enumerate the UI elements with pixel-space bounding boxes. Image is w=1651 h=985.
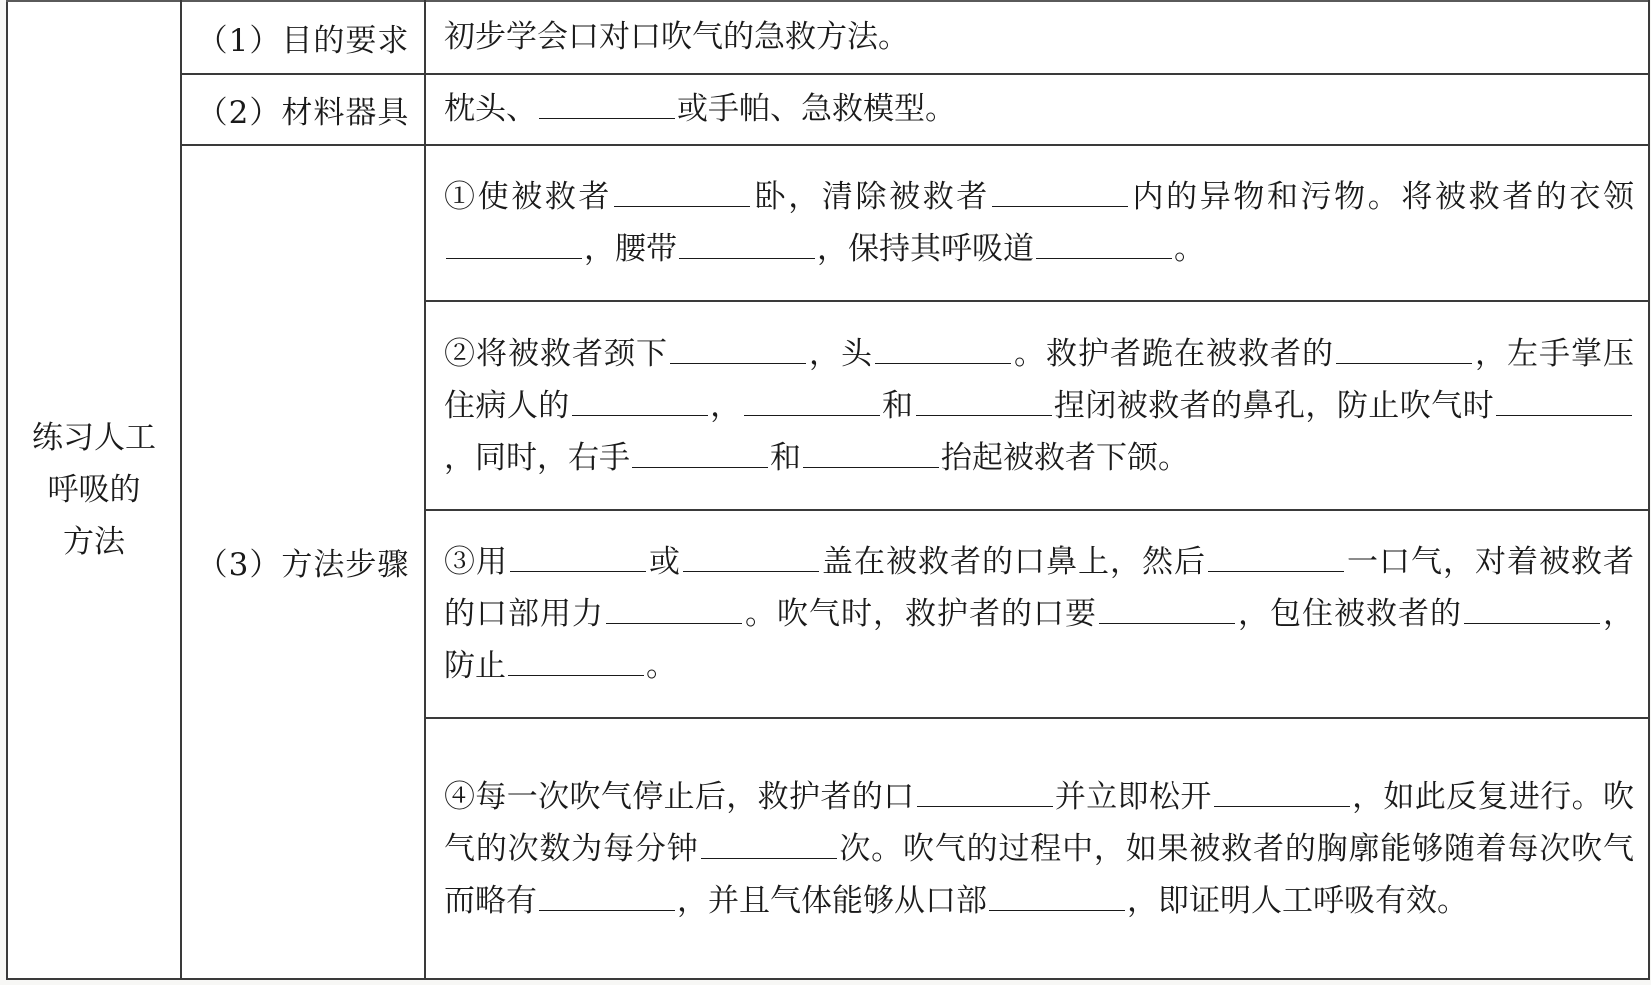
fill-blank[interactable] <box>510 545 646 572</box>
step-3-part: 。 <box>646 648 677 685</box>
step-2-part: 捏闭被救者的鼻孔，防止吹气时 <box>1053 387 1495 424</box>
fill-blank[interactable] <box>1464 597 1600 624</box>
step-2-part: 和 <box>881 387 914 424</box>
step-3-part: 或 <box>648 544 681 581</box>
step-2-part: ，同时，右手 <box>444 439 630 476</box>
fill-blank[interactable] <box>446 232 582 259</box>
fill-blank[interactable] <box>875 337 1011 364</box>
materials-row <box>7 74 1649 145</box>
step-2-part: ，左手掌压住病人的 <box>444 335 1634 424</box>
step-4-part: 次。吹气的过程中，如果被救者的胸廓能够随着每次吹气而略有 <box>444 830 1634 919</box>
topic-cell <box>7 1 181 979</box>
topic-line-3: 方法 <box>63 524 125 560</box>
step-1-row <box>7 145 1649 301</box>
step-3-part: ③用 <box>444 544 508 581</box>
topic-line-2: 呼吸的 <box>47 472 141 508</box>
fill-blank[interactable] <box>916 389 1052 416</box>
step-4-part: ④每一次吹气停止后，救护者的口 <box>444 778 915 815</box>
step-3-text <box>425 510 1649 719</box>
step-3-part: 一口气，对着被救者的口部用力 <box>444 544 1634 633</box>
fill-blank[interactable] <box>744 389 880 416</box>
step-1-part: 内的异物和污物。将被救者的衣领 <box>1129 179 1635 216</box>
fill-blank[interactable] <box>989 884 1125 911</box>
fill-blank[interactable] <box>679 232 815 259</box>
materials-label: （2）材料器具 <box>181 74 425 145</box>
step-2-part: ②将被救者颈下 <box>444 335 668 372</box>
purpose-text-body: 初步学会口对口吹气的急救方法。 <box>444 19 909 56</box>
fill-blank[interactable] <box>1099 597 1235 624</box>
worksheet-page <box>6 0 1648 980</box>
step-1-part: ，腰带 <box>584 231 677 268</box>
purpose-row <box>7 1 1649 74</box>
worksheet-table <box>6 0 1650 980</box>
steps-label: （3）方法步骤 <box>181 145 425 979</box>
materials-text-b: 或手帕、急救模型。 <box>677 91 956 128</box>
fill-blank[interactable] <box>508 649 644 676</box>
fill-blank[interactable] <box>1214 780 1350 807</box>
fill-blank[interactable] <box>917 780 1053 807</box>
fill-blank[interactable] <box>992 180 1128 207</box>
fill-blank[interactable] <box>606 597 742 624</box>
fill-blank[interactable] <box>1208 545 1344 572</box>
step-1-text <box>425 145 1649 301</box>
step-1-part: ，保持其呼吸道 <box>817 231 1034 268</box>
fill-blank[interactable] <box>1496 389 1632 416</box>
materials-text-a: 枕头、 <box>444 91 537 128</box>
fill-blank[interactable] <box>614 180 750 207</box>
step-2-part: 和 <box>770 439 801 476</box>
step-4-part: 并立即松开 <box>1054 778 1212 815</box>
step-2-part: 。救护者跪在被救者的 <box>1013 335 1334 372</box>
step-2-part: 抬起被救者下颌。 <box>941 439 1189 476</box>
fill-blank[interactable] <box>1036 232 1172 259</box>
step-3-part: 盖在被救者的口鼻上，然后 <box>821 544 1206 581</box>
fill-blank[interactable] <box>670 337 806 364</box>
fill-blank[interactable] <box>701 832 837 859</box>
step-4-part: ，并且气体能够从口部 <box>677 882 987 919</box>
step-2-part: ，头 <box>808 335 873 372</box>
step-1-part: 。 <box>1174 231 1205 268</box>
step-3-part: ，防止 <box>444 596 1634 685</box>
fill-blank[interactable] <box>539 884 675 911</box>
step-2-part: ， <box>709 387 742 424</box>
fill-blank[interactable] <box>572 389 708 416</box>
step-4-part: ，即证明人工呼吸有效。 <box>1127 882 1468 919</box>
fill-blank[interactable] <box>683 545 819 572</box>
step-3-part: 。吹气时，救护者的口要 <box>744 596 1097 633</box>
step-3-part: ，包住被救者的 <box>1237 596 1462 633</box>
step-4-part: ，如此反复进行。吹气的次数为每分钟 <box>444 778 1635 867</box>
fill-blank[interactable] <box>539 92 675 119</box>
purpose-label: （1）目的要求 <box>181 1 425 74</box>
step-1-part: 卧，清除被救者 <box>752 179 990 216</box>
purpose-text <box>425 1 1649 74</box>
step-2-text <box>425 301 1649 510</box>
step-1-part: ①使被救者 <box>444 179 613 216</box>
topic-line-1: 练习人工 <box>32 420 156 456</box>
step-4-text <box>425 718 1649 979</box>
materials-text <box>425 74 1649 145</box>
fill-blank[interactable] <box>803 441 939 468</box>
fill-blank[interactable] <box>1336 337 1472 364</box>
fill-blank[interactable] <box>632 441 768 468</box>
